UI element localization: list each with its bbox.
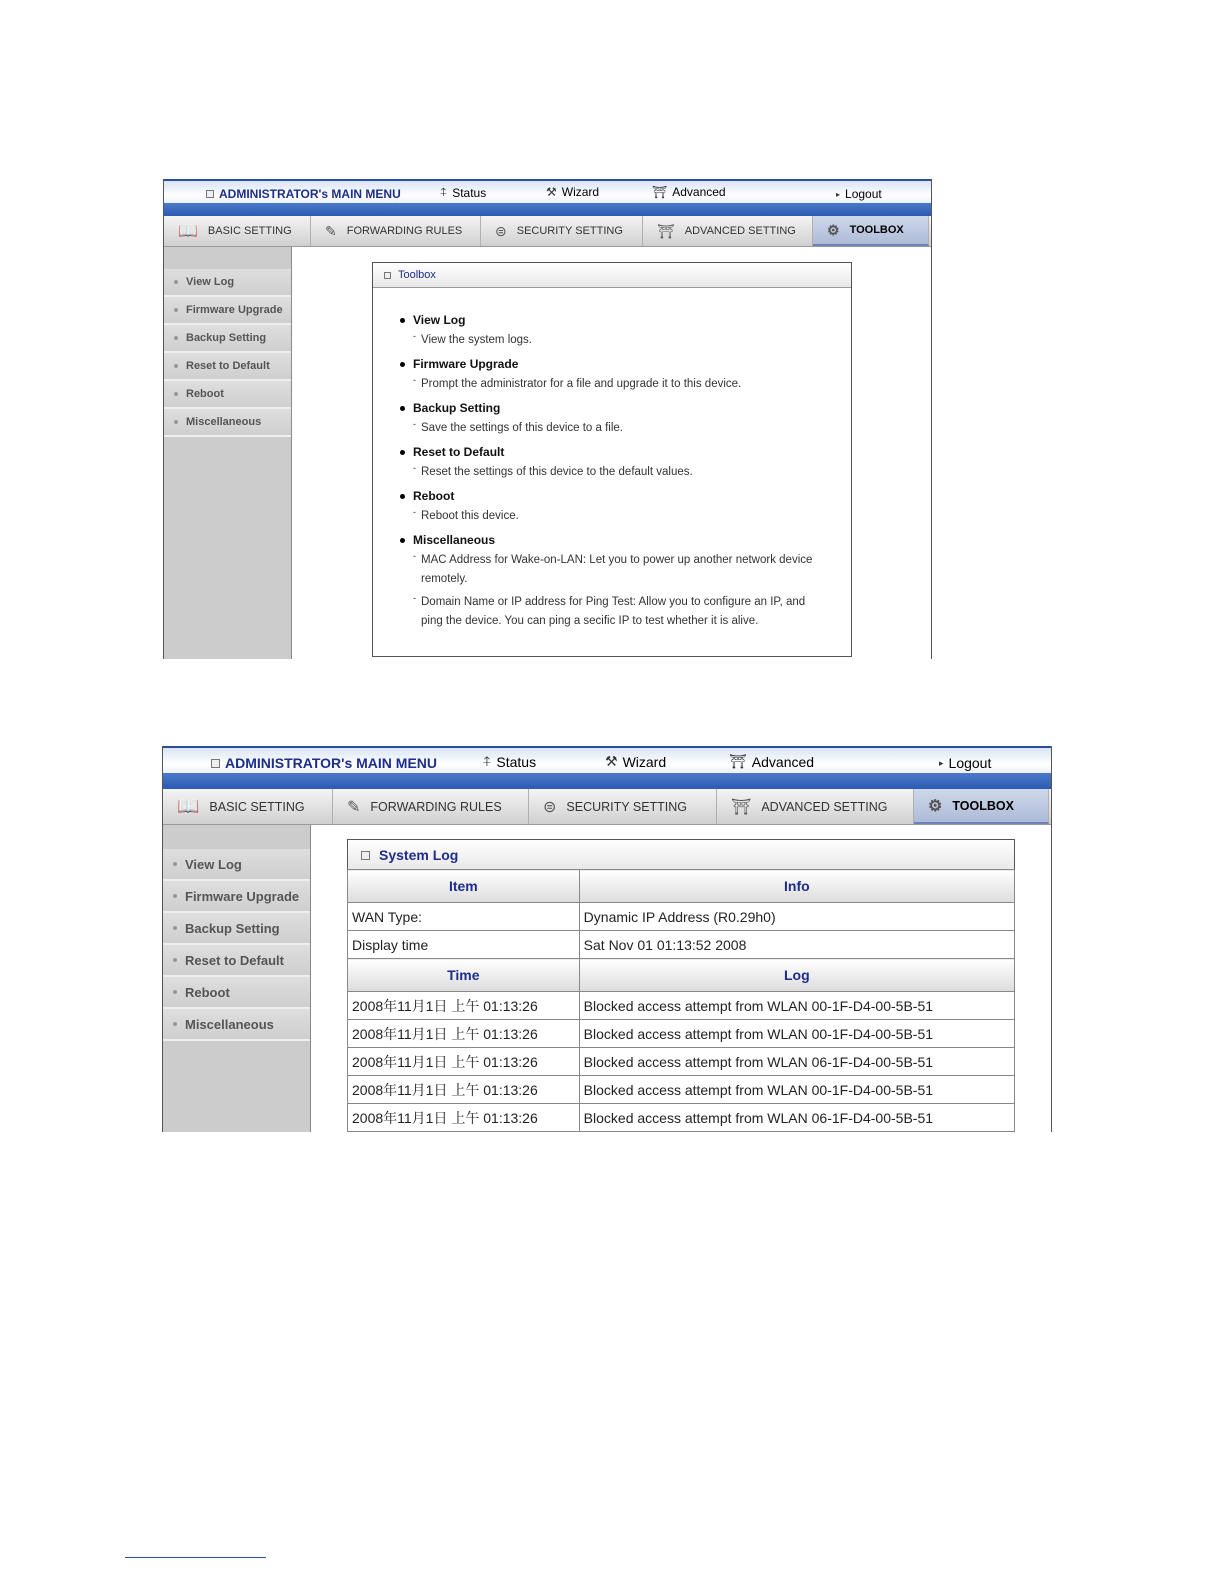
arrow-right-icon: ▸ bbox=[939, 757, 944, 768]
square-icon bbox=[206, 190, 214, 198]
sidebar-item-reset-to-default[interactable]: Reset to Default bbox=[163, 945, 310, 977]
bullet-icon bbox=[173, 894, 177, 898]
table-header-row bbox=[348, 870, 1015, 903]
table-row: 2008年11月1日 上午 01:13:26 Blocked access attempt from WLAN 00-1F-D4-00-5B-51 bbox=[348, 1020, 1015, 1048]
table-row: 2008年11月1日 上午 01:13:26 Blocked access attempt from WLAN 00-1F-D4-00-5B-51 bbox=[348, 992, 1015, 1020]
square-icon bbox=[361, 851, 370, 860]
forwarding-icon: ✎ bbox=[325, 222, 337, 239]
logout-link[interactable]: ▸ Logout bbox=[836, 187, 882, 201]
table-row: 2008年11月1日 上午 01:13:26 Blocked access attempt from WLAN 06-1F-D4-00-5B-51 bbox=[348, 1048, 1015, 1076]
advanced-icon: ⛩ bbox=[652, 185, 668, 199]
toolbox-item-backup-setting: Backup Setting - Save the settings of this device to a file. bbox=[413, 401, 623, 438]
logout-link[interactable]: ▸ Logout bbox=[939, 755, 992, 771]
table-row: 2008年11月1日 上午 01:13:26 Blocked access attempt from WLAN 06-1F-D4-00-5B-51 bbox=[348, 1104, 1015, 1132]
toolbox-screenshot bbox=[163, 179, 932, 659]
sidebar-item-miscellaneous[interactable]: Miscellaneous bbox=[163, 1009, 310, 1041]
footnote-divider bbox=[125, 1557, 266, 1558]
main-menu-bar bbox=[163, 746, 1051, 775]
square-icon bbox=[384, 272, 391, 279]
arrow-right-icon: ▸ bbox=[836, 189, 841, 199]
sidebar bbox=[164, 247, 292, 659]
table-row: WAN Type: Dynamic IP Address (R0.29h0) bbox=[348, 903, 1015, 931]
sidebar-item-reboot[interactable]: Reboot bbox=[163, 977, 310, 1009]
system-log-screenshot bbox=[162, 746, 1052, 1132]
status-link[interactable]: ⍏ Status bbox=[440, 185, 487, 200]
sidebar bbox=[163, 825, 311, 1132]
sidebar-item-firmware-upgrade[interactable]: Firmware Upgrade bbox=[164, 297, 291, 325]
time-column-header: Time bbox=[348, 959, 580, 992]
tab-basic-setting[interactable]: 📖 BASIC SETTING bbox=[164, 216, 311, 246]
bullet-icon bbox=[173, 958, 177, 962]
panel-header bbox=[373, 263, 851, 288]
panel-title: System Log bbox=[379, 847, 459, 863]
square-icon bbox=[211, 759, 220, 768]
toolbox-item-reset-to-default: Reset to Default - Reset the settings of this device to the default values. bbox=[413, 445, 693, 482]
table-row: Display time Sat Nov 01 01:13:52 2008 bbox=[348, 931, 1015, 959]
security-icon: ⊜ bbox=[495, 222, 507, 239]
wizard-icon: ⚒ bbox=[605, 753, 618, 769]
tab-forwarding-rules[interactable]: ✎ FORWARDING RULES bbox=[333, 789, 529, 824]
system-log-table bbox=[347, 869, 1015, 1132]
sidebar-item-backup-setting[interactable]: Backup Setting bbox=[163, 913, 310, 945]
bullet-icon bbox=[174, 280, 178, 284]
book-icon: 📖 bbox=[177, 796, 200, 816]
bullet-icon bbox=[173, 1022, 177, 1026]
status-link[interactable]: ⍏ Status bbox=[483, 753, 537, 770]
security-icon: ⊜ bbox=[543, 798, 557, 816]
info-column-header: Info bbox=[579, 870, 1014, 903]
tab-advanced-setting[interactable]: ⛩ ADVANCED SETTING bbox=[717, 789, 914, 824]
main-menu-title[interactable]: ADMINISTRATOR's MAIN MENU bbox=[211, 755, 437, 771]
wizard-icon: ⚒ bbox=[546, 185, 557, 199]
panel-title: Toolbox bbox=[398, 269, 436, 281]
sidebar-item-backup-setting[interactable]: Backup Setting bbox=[164, 325, 291, 353]
tab-security-setting[interactable]: ⊜ SECURITY SETTING bbox=[529, 789, 717, 824]
bullet-icon bbox=[174, 308, 178, 312]
book-icon: 📖 bbox=[178, 223, 198, 240]
tab-basic-setting[interactable]: 📖 BASIC SETTING bbox=[163, 789, 333, 824]
wizard-link[interactable]: ⚒ Wizard bbox=[605, 753, 667, 770]
advanced-icon: ⛩ bbox=[729, 753, 747, 769]
tab-toolbox[interactable]: ⚙ TOOLBOX bbox=[813, 216, 929, 246]
toolbox-panel bbox=[372, 262, 852, 657]
toolbox-item-reboot: Reboot - Reboot this device. bbox=[413, 489, 519, 526]
table-header-row bbox=[348, 959, 1015, 992]
bullet-icon bbox=[174, 364, 178, 368]
advanced-setting-icon: ⛩ bbox=[657, 222, 675, 239]
panel-header bbox=[348, 840, 1014, 871]
log-column-header: Log bbox=[579, 959, 1014, 992]
bullet-icon bbox=[173, 990, 177, 994]
tab-bar bbox=[163, 789, 1051, 825]
toolbox-icon: ⚙ bbox=[827, 221, 840, 238]
status-icon: ⍏ bbox=[483, 753, 492, 769]
bullet-icon bbox=[174, 420, 178, 424]
tab-forwarding-rules[interactable]: ✎ FORWARDING RULES bbox=[311, 216, 481, 246]
status-icon: ⍏ bbox=[440, 185, 448, 199]
bullet-icon bbox=[174, 392, 178, 396]
sidebar-item-view-log[interactable]: View Log bbox=[163, 849, 310, 881]
bullet-icon bbox=[173, 862, 177, 866]
advanced-link[interactable]: ⛩ Advanced bbox=[729, 753, 815, 770]
tab-security-setting[interactable]: ⊜ SECURITY SETTING bbox=[481, 216, 643, 246]
tab-toolbox[interactable]: ⚙ TOOLBOX bbox=[914, 789, 1049, 824]
sidebar-item-reset-to-default[interactable]: Reset to Default bbox=[164, 353, 291, 381]
toolbox-icon: ⚙ bbox=[928, 797, 943, 815]
sidebar-item-miscellaneous[interactable]: Miscellaneous bbox=[164, 409, 291, 437]
forwarding-icon: ✎ bbox=[347, 798, 361, 816]
blue-strip bbox=[163, 773, 1051, 789]
tab-advanced-setting[interactable]: ⛩ ADVANCED SETTING bbox=[643, 216, 813, 246]
main-menu-bar bbox=[164, 179, 931, 205]
toolbox-item-firmware-upgrade: Firmware Upgrade - Prompt the administrator for a file and upgrade it to this device. bbox=[413, 357, 741, 394]
blue-strip bbox=[164, 203, 931, 216]
sidebar-item-firmware-upgrade[interactable]: Firmware Upgrade bbox=[163, 881, 310, 913]
bullet-icon bbox=[173, 926, 177, 930]
sidebar-item-reboot[interactable]: Reboot bbox=[164, 381, 291, 409]
wizard-link[interactable]: ⚒ Wizard bbox=[546, 185, 600, 199]
toolbox-item-view-log: View Log - View the system logs. bbox=[413, 313, 532, 350]
advanced-setting-icon: ⛩ bbox=[731, 798, 752, 816]
toolbox-item-miscellaneous: Miscellaneous - MAC Address for Wake-on-LAN: Let you to power up another network device remotely. - Domain Name or IP address for Ping Test: Allow you to configure an IP, and ping the device. You can ping a secific IP to test whether it is alive. bbox=[413, 533, 823, 631]
main-menu-title[interactable]: ADMINISTRATOR's MAIN MENU bbox=[206, 187, 401, 201]
advanced-link[interactable]: ⛩ Advanced bbox=[652, 185, 726, 199]
table-row: 2008年11月1日 上午 01:13:26 Blocked access attempt from WLAN 00-1F-D4-00-5B-51 bbox=[348, 1076, 1015, 1104]
item-column-header: Item bbox=[348, 870, 580, 903]
bullet-icon bbox=[174, 336, 178, 340]
tab-bar bbox=[164, 216, 931, 247]
sidebar-item-view-log[interactable]: View Log bbox=[164, 269, 291, 297]
